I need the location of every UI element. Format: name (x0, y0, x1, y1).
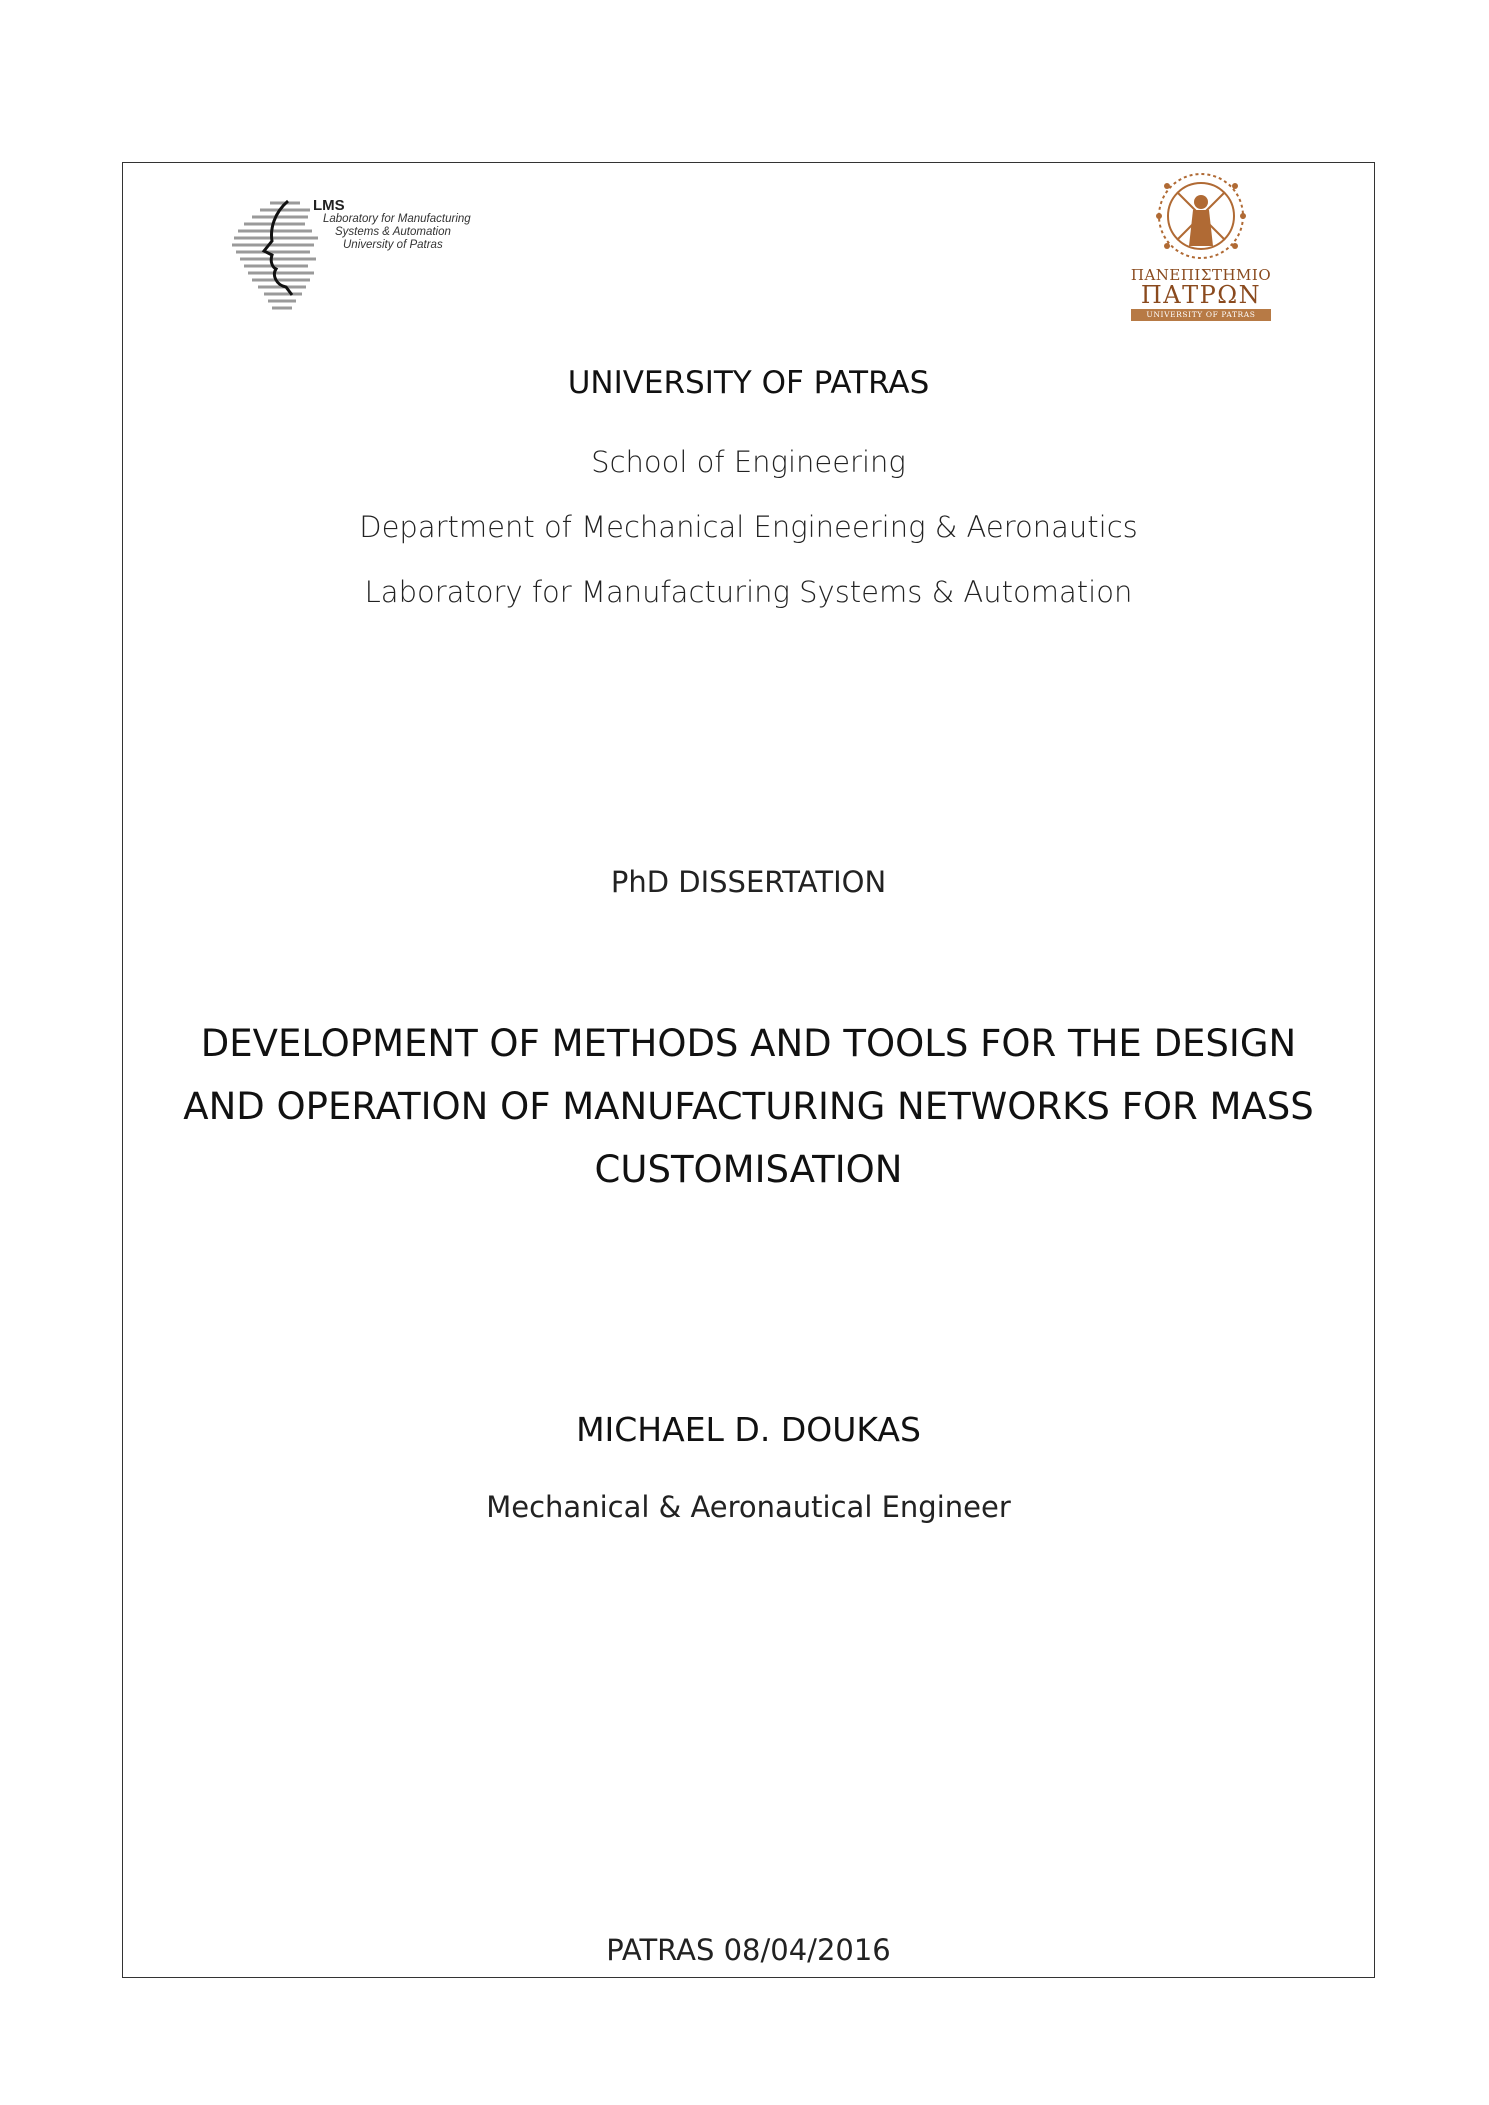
lms-logo-line-2: Systems & Automation (335, 226, 451, 238)
saint-andrew-seal-icon (1127, 168, 1275, 268)
lms-logo-line-3: University of Patras (343, 239, 443, 251)
university-seal (1127, 168, 1275, 323)
seal-greek-line-2: ΠΑΤΡΩΝ (1140, 281, 1262, 309)
seal-english-band: UNIVERSITY OF PATRAS (1131, 309, 1271, 321)
dissertation-title: DEVELOPMENT OF METHODS AND TOOLS FOR THE DESIGN AND OPERATION OF MANUFACTURING NETWORKS FOR MASS CUSTOMISATION (183, 1022, 1314, 1191)
lms-logo (230, 195, 490, 320)
lms-logo-line-1: Laboratory for Manufacturing (323, 213, 471, 225)
lms-head-graphic-icon (230, 195, 320, 320)
author-name: MICHAEL D. DOUKAS (576, 1410, 921, 1449)
laboratory-name: Laboratory for Manufacturing Systems & Automation (364, 575, 1133, 609)
department-name: Department of Mechanical Engineering & Aeronautics (359, 510, 1138, 544)
university-name: UNIVERSITY OF PATRAS (567, 365, 930, 401)
lms-logo-name: LMS (313, 197, 345, 214)
seal-greek-line-1: ΠΑΝΕΠΙΣΤΗΜΙΟ (1130, 266, 1272, 284)
place-and-date: PATRAS 08/04/2016 (606, 1933, 891, 1967)
school-name: School of Engineering (591, 445, 906, 479)
author-profession: Mechanical & Aeronautical Engineer (486, 1490, 1011, 1524)
lms-logo-caption (313, 213, 471, 252)
document-type: PhD DISSERTATION (610, 865, 887, 899)
